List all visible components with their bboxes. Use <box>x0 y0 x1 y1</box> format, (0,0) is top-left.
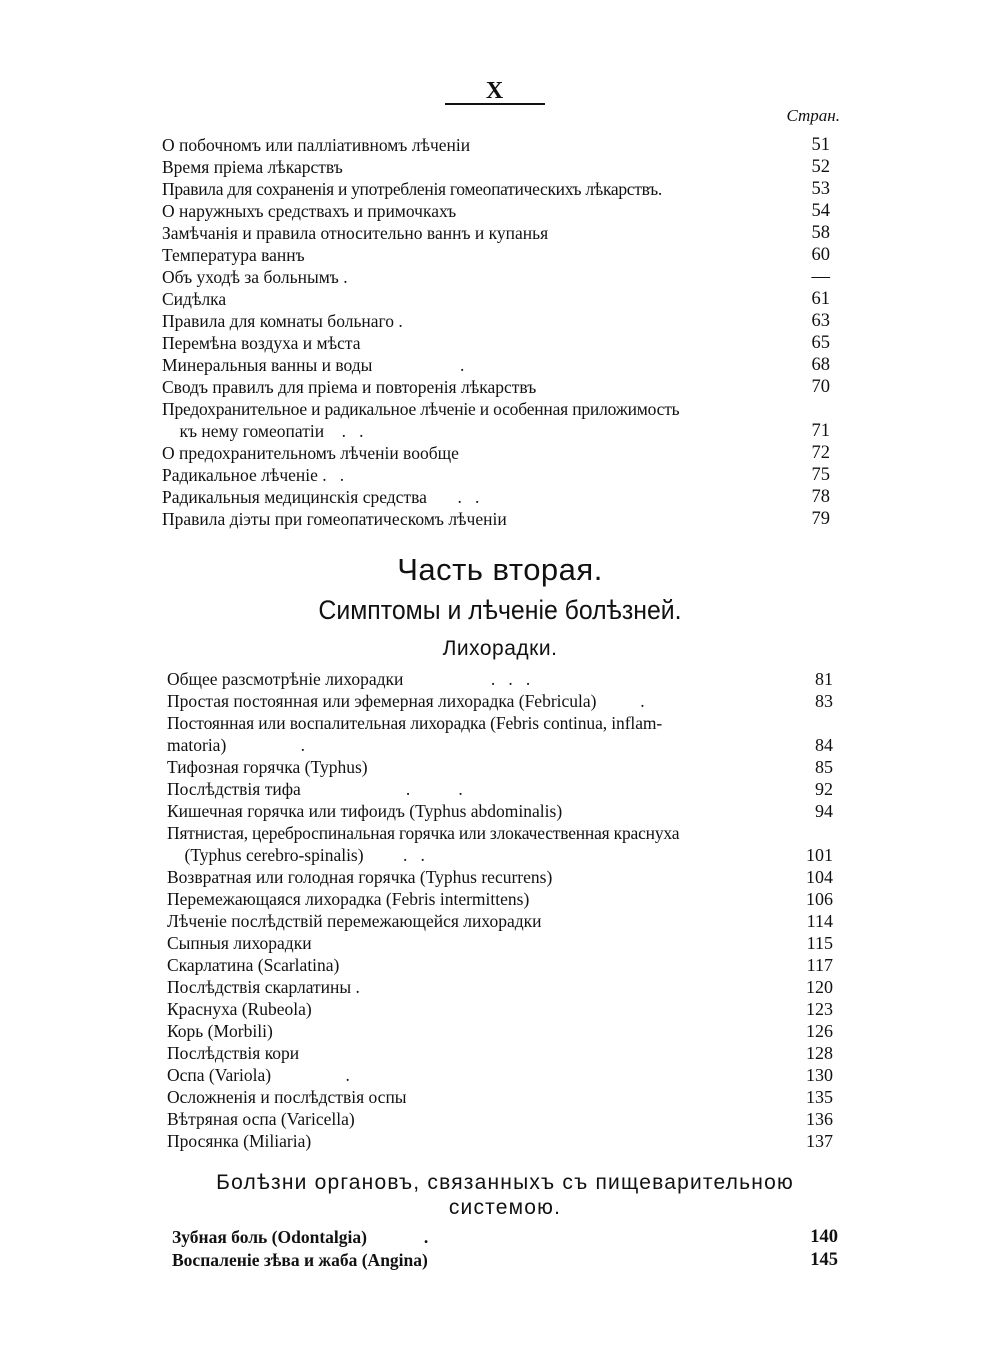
toc-entry-label: Вѣтряная оспа (Varicella) <box>167 1109 355 1129</box>
pages-column-label: Стран. <box>786 106 840 125</box>
toc-entry-page: 130 <box>806 1065 833 1085</box>
toc-entry-label: Воспаленiе зѣва и жаба (Angina) <box>172 1250 428 1270</box>
toc-entry-label: Послѣдствiя кори <box>167 1043 300 1063</box>
toc-entry-label: Предохранительное и радикальное лѣченiе и особенная приложимость <box>162 399 680 419</box>
toc-entry-page: 79 <box>811 509 830 529</box>
toc-entry-page: 115 <box>806 933 833 953</box>
toc-entry-label: Скарлатина (Scarlatina) <box>167 955 340 975</box>
toc-entry-page: 137 <box>806 1131 833 1151</box>
toc-entry-label: Просянка (Miliaria) <box>167 1131 312 1151</box>
toc-entry-label: Температура ваннъ <box>162 245 305 265</box>
header-rule <box>445 103 545 105</box>
toc-entry-label: Радикальныя медицинскiя средства . . <box>162 487 480 507</box>
toc-entry-label: Сыпныя лихорадки <box>167 933 312 953</box>
toc-entry-page: 106 <box>806 889 833 909</box>
toc-entry-page: 128 <box>806 1043 833 1063</box>
toc-entry-label: Радикальное лѣченiе . . <box>162 465 345 485</box>
toc-entry-page: 58 <box>811 223 830 243</box>
toc-entry-page: 61 <box>811 289 830 309</box>
toc-entry-page: 92 <box>815 779 833 799</box>
section-heading-fevers: Лихорадки. <box>442 637 558 660</box>
section-heading-line: системою. <box>448 1196 562 1219</box>
toc-entry-page: 117 <box>806 955 833 975</box>
toc-entry-label: Осложненiя и послѣдствiя оспы <box>167 1087 407 1107</box>
part-two-subtitle: Симптомы и лѣченiе болѣзней. <box>318 595 682 625</box>
toc-entry-label: Тифозная горячка (Typhus) <box>167 757 368 777</box>
toc-entry-label: Краснуха (Rubeola) <box>167 999 312 1019</box>
toc-entry-page: 85 <box>815 757 833 777</box>
toc-entry-page: 63 <box>811 311 830 331</box>
toc-entry-label: Общее разсмотрѣнiе лихорадки . . . <box>167 669 531 689</box>
toc-entry-page: 94 <box>815 801 833 821</box>
toc-entry-page: 104 <box>806 867 833 887</box>
section-heading-digestive <box>165 1170 845 1220</box>
toc-entry-page: 84 <box>815 735 833 755</box>
toc-entry-label: Корь (Morbili) <box>167 1021 273 1041</box>
toc-entry-label: къ нему гомеопатiи . . <box>162 421 364 441</box>
toc-entry-page: 126 <box>806 1021 833 1041</box>
toc-entry-label: Правила дiэты при гомеопатическомъ лѣченiи <box>162 509 507 529</box>
toc-entry-page: 83 <box>815 691 833 711</box>
toc-entry-page: 52 <box>811 157 830 177</box>
toc-entry-page: 78 <box>811 487 830 507</box>
toc-entry-page: 145 <box>810 1250 838 1270</box>
toc-entry-page: 60 <box>811 245 830 265</box>
toc-entry-label: Перемежающаяся лихорадка (Febris intermittens) <box>167 889 530 909</box>
toc-entry-label: Послѣдствiя скарлатины . <box>167 977 360 997</box>
toc-entry-label: Правила для комнаты больнаго . <box>162 311 403 331</box>
toc-entry-label: О наружныхъ средствахъ и примочкахъ <box>162 201 457 221</box>
toc-entry-page: 53 <box>811 179 830 199</box>
toc-entry-label: Послѣдствiя тифа . . <box>167 779 463 799</box>
toc-entry-label: О предохранительномъ лѣченiи вообще <box>162 443 459 463</box>
toc-entry-label: Замѣчанiя и правила относительно ваннъ и купанья <box>162 223 549 243</box>
toc-entry-label: Оспа (Variola) . <box>167 1065 350 1085</box>
toc-entry-label: Минеральныя ванны и воды . <box>162 355 465 375</box>
toc-entry-label: Правила для сохраненiя и употребленiя гомеопатическихъ лѣкарствъ. <box>162 179 662 199</box>
toc-entry-page: 72 <box>811 443 830 463</box>
toc-entry-page: 68 <box>811 355 830 375</box>
toc-entry-label: Сидѣлка <box>162 289 227 309</box>
toc-entry-page: 135 <box>806 1087 833 1107</box>
toc-entry-label: Кишечная горячка или тифоидъ (Typhus abdominalis) <box>167 801 563 821</box>
toc-entry-label: Зубная боль (Odontalgia) . <box>172 1227 429 1247</box>
toc-entry-page: 123 <box>806 999 833 1019</box>
toc-entry-page: 51 <box>811 135 830 155</box>
toc-entry-label: Пятнистая, цереброспинальная горячка или злокачественная краснуха <box>167 823 680 843</box>
toc-entry-page: 120 <box>806 977 833 997</box>
toc-entry-label: Время прiема лѣкарствъ <box>162 157 343 177</box>
toc-entry-label: Лѣченiе послѣдствiй перемежающейся лихорадки <box>167 911 542 931</box>
toc-entry-page: 136 <box>806 1109 833 1129</box>
toc-entry-page: — <box>811 267 830 287</box>
toc-entry-page: 70 <box>811 377 830 397</box>
page-number: X <box>485 78 505 104</box>
toc-entry-label: (Typhus cerebro-spinalis) . . <box>167 845 425 865</box>
toc-entry-label: matoria) . <box>167 735 306 755</box>
toc-entry-label: Простая постоянная или эфемерная лихорадка (Febricula) . <box>167 691 645 711</box>
toc-entry-page: 54 <box>811 201 830 221</box>
toc-entry-page: 114 <box>806 911 833 931</box>
toc-entry-label: О побочномъ или паллiативномъ лѣченiи <box>162 135 471 155</box>
toc-entry-page: 140 <box>810 1227 838 1247</box>
toc-entry-label: Объ уходѣ за больнымъ . <box>162 267 348 287</box>
toc-entry-page: 101 <box>806 845 833 865</box>
part-two-title: Часть вторая. <box>397 552 603 587</box>
toc-entry-label: Сводъ правилъ для прiема и повторенiя лѣкарствъ <box>162 377 537 397</box>
toc-entry-page: 75 <box>811 465 830 485</box>
toc-entry-page: 81 <box>815 669 833 689</box>
toc-entry-label: Постоянная или воспалительная лихорадка (Febris continua, inflam- <box>167 713 663 733</box>
toc-entry-label: Перемѣна воздуха и мѣста <box>162 333 361 353</box>
toc-entry-page: 65 <box>811 333 830 353</box>
toc-entry-page: 71 <box>811 421 830 441</box>
section-heading-line: Болѣзни органовъ, связанныхъ съ пищеварительною <box>216 1171 794 1194</box>
toc-entry-label: Возвратная или голодная горячка (Typhus recurrens) <box>167 867 553 887</box>
